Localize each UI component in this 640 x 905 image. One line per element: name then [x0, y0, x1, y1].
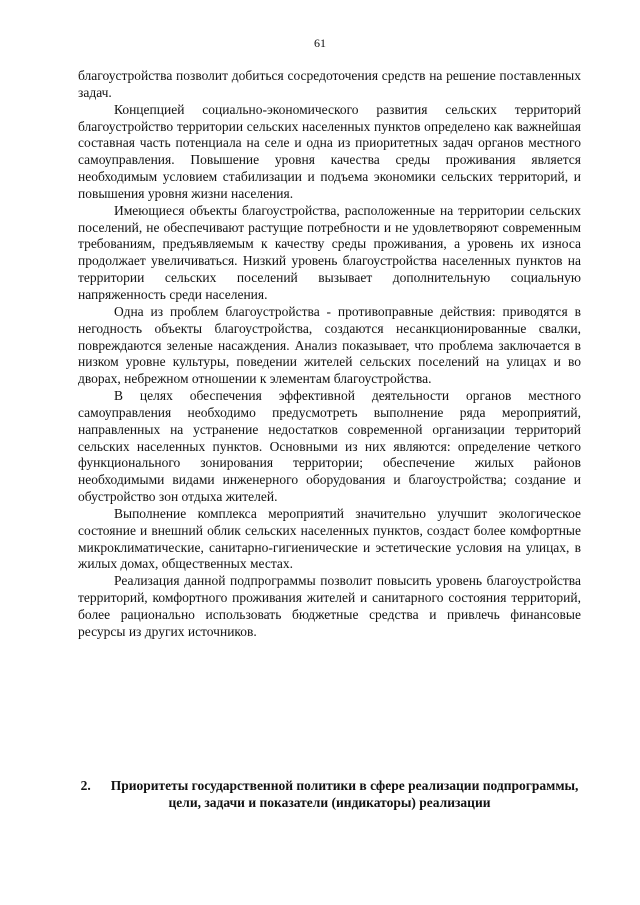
- paragraph-continuation: благоустройства позволит добиться сосредоточения средств на решение поставленных задач.: [78, 68, 581, 100]
- section-title: Приоритеты государственной политики в сфере реализации подпрограммы, цели, задачи и показатели (индикаторы) реализации: [110, 778, 579, 810]
- paragraph-problems: Одна из проблем благоустройства - противоправные действия: приводятся в негодность объекты благоустройства, создаются несанкционированные свалки, повреждаются зеленые насаждения. Анализ показывает, что проблема заключается в низком уровне культуры, поведении жителей сельских поселений на улицах и во дворах, небрежном отношении к элементам благоустройства.: [78, 303, 581, 387]
- document-body: [78, 68, 581, 641]
- page-number: 61: [314, 36, 326, 50]
- section-heading: [78, 777, 581, 811]
- paragraph-outcomes: Выполнение комплекса мероприятий значительно улучшит экологическое состояние и внешний облик сельских населенных пунктов, создаст более комфортные микроклиматические, санитарно-гигиенические и эстетические условия на улицах, в жилых домах, общественных местах.: [78, 505, 581, 572]
- paragraph-implementation: Реализация данной подпрограммы позволит повысить уровень благоустройства территорий, комфортного проживания жителей и санитарного состояния территорий, более рационально использовать бюджетные средства и привлечь финансовые ресурсы из других источников.: [78, 573, 581, 639]
- section-number: 2.: [80, 778, 91, 793]
- paragraph-existing-objects: Имеющиеся объекты благоустройства, расположенные на территории сельских поселений, не обеспечивают растущие потребности и не удовлетворяют современным требованиям, предъявляемым к качеству среды проживания, а уровень их износа продолжает увеличиваться. Низкий уровень благоустройства населенных пунктов на территории сельских поселений вызывает дополнительную социальную напряженность среди населения.: [78, 202, 581, 302]
- paragraph-measures: В целях обеспечения эффективной деятельности органов местного самоуправления необходимо предусмотреть выполнение ряда мероприятий, направленных на устранение недостатков современной организации территорий сельских населенных пунктов. Основными из них являются: определение четкого функционального зонирования территории; обеспечение жилых районов необходимыми видами инженерного оборудования и благоустройства; создание и обустройство зон отдыха жителей.: [78, 388, 581, 505]
- paragraph-concept: Концепцией социально-экономического развития сельских территорий благоустройство территории сельских населенных пунктов определено как важнейшая составная часть потенциала на селе и одна из приоритетных задач органов местного самоуправления. Повышение уровня качества среды проживания является необходимым условием стабилизации и подъема экономики сельских территорий, и повышения уровня жизни населения.: [78, 101, 581, 201]
